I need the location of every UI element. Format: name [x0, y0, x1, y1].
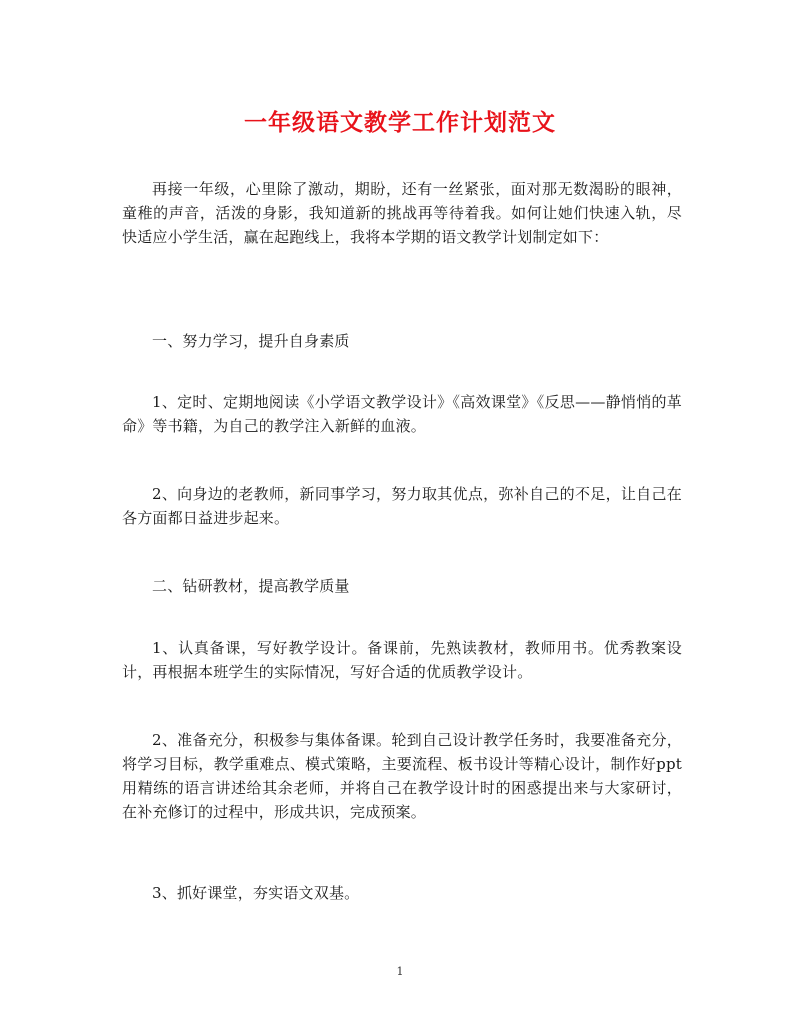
paragraph: 2、准备充分，积极参与集体备课。轮到自己设计教学任务时，我要准备充分，将学习目标，教学重难点、模式策略，主要流程、板书设计等精心设计，制作好ppt用精练的语言讲述给其余老师，并将自己在教学设计时的困惑提出来与大家研讨，在补充修订的过程中，形成共识，完成预案。 — [122, 731, 682, 821]
item-1-1 — [122, 390, 682, 438]
paragraph: 1、定时、定期地阅读《小学语文教学设计》《高效课堂》《反思——静悄悄的革命》等书籍，为自己的教学注入新鲜的血液。 — [122, 393, 682, 435]
item-2-3 — [122, 881, 682, 905]
section-heading-1 — [122, 329, 682, 353]
paragraph: 3、抓好课堂，夯实语文双基。 — [152, 884, 360, 902]
item-2-1 — [122, 636, 682, 684]
paragraph: 2、向身边的老教师，新同事学习，努力取其优点，弥补自己的不足，让自己在各方面都日益进步起来。 — [122, 485, 682, 527]
section-heading: 一、努力学习，提升自身素质 — [152, 332, 350, 350]
item-1-2 — [122, 482, 682, 530]
page-number: 1 — [396, 965, 404, 978]
document-title: 一年级语文教学工作计划范文 — [244, 109, 556, 136]
paragraph: 再接一年级，心里除了激动，期盼，还有一丝紧张，面对那无数渴盼的眼神，童稚的声音，活泼的身影，我知道新的挑战再等待着我。如何让她们快速入轨，尽快适应小学生活，赢在起跑线上，我将本学期的语文教学计划制定如下： — [122, 180, 682, 246]
section-heading-2 — [122, 574, 682, 598]
section-heading: 二、钻研教材，提高教学质量 — [152, 577, 350, 595]
intro-paragraph — [122, 177, 682, 249]
paragraph: 1、认真备课，写好教学设计。备课前，先熟读教材，教师用书。优秀教案设计，再根据本班学生的实际情况，写好合适的优质教学设计。 — [122, 639, 682, 681]
item-2-2 — [122, 728, 682, 824]
